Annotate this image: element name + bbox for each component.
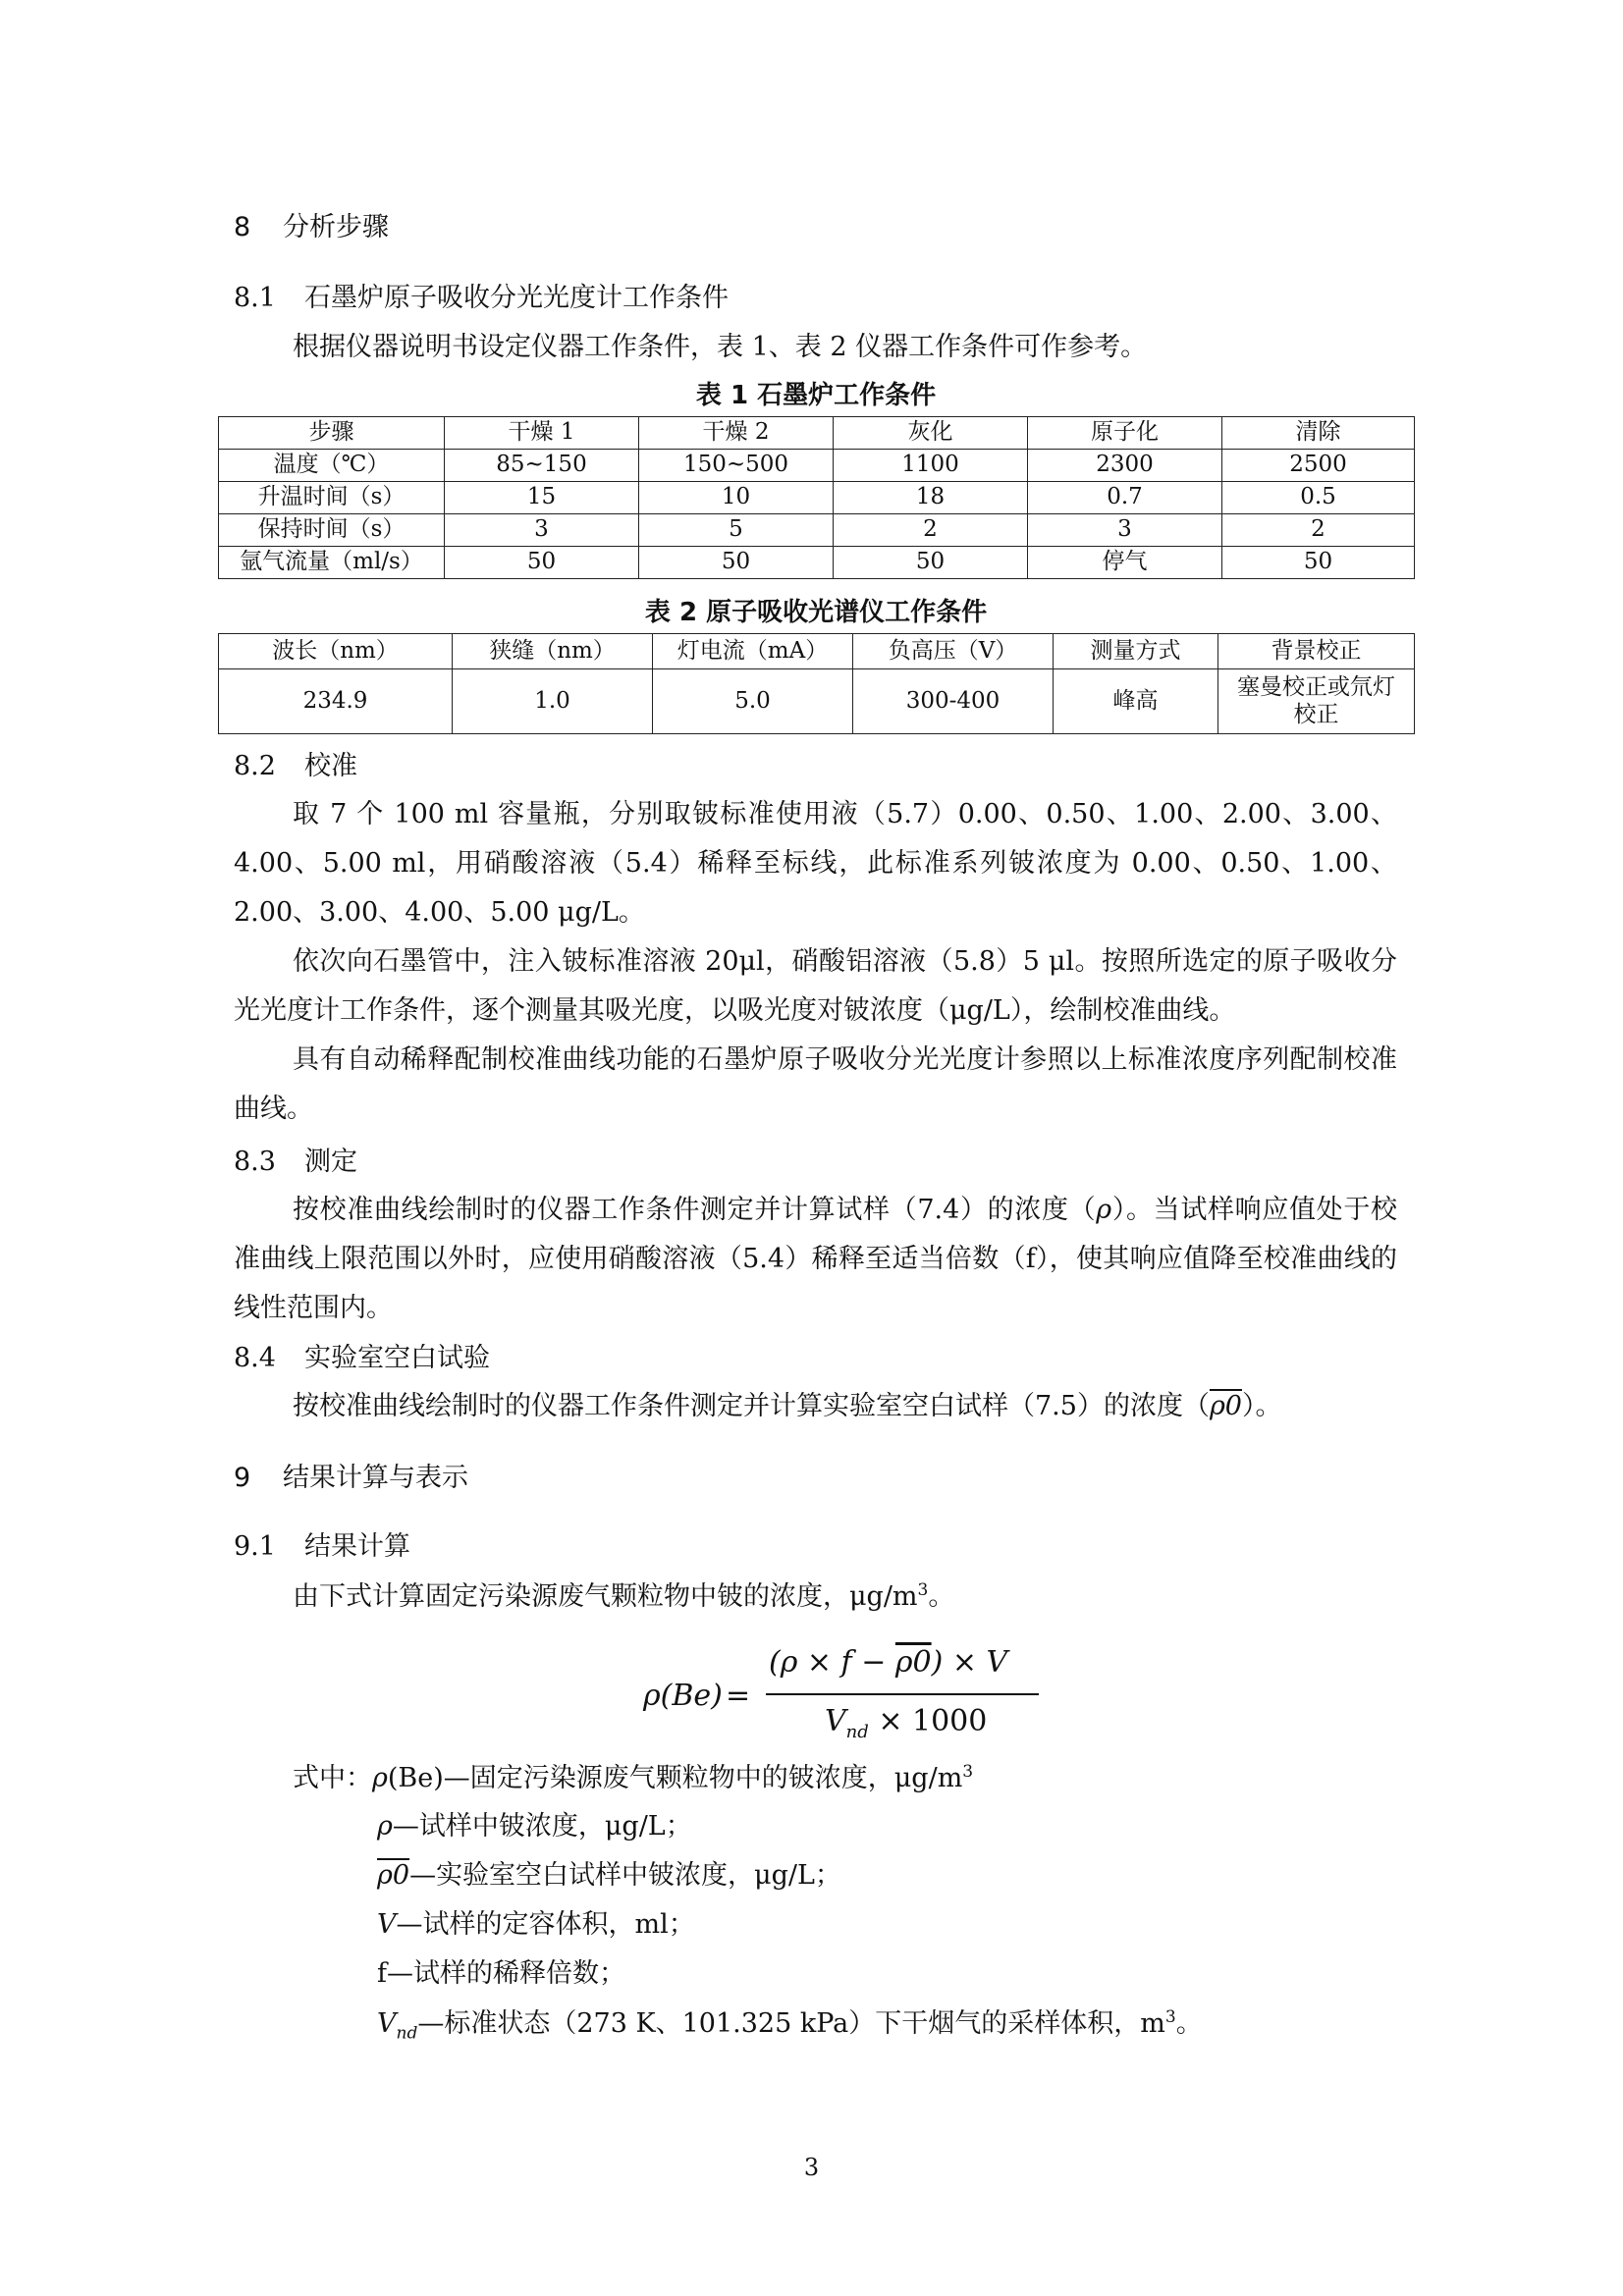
section-8-1-heading xyxy=(234,285,729,311)
table-cell: 停气 xyxy=(1028,547,1222,579)
paragraph xyxy=(234,1382,1397,1431)
symbol: V xyxy=(377,2008,397,2039)
paragraph: 具有自动稀释配制校准曲线功能的石墨炉原子吸收分光光度计参照以上标准浓度序列配制校准曲线。 xyxy=(234,1044,1397,1124)
table-cell: 0.7 xyxy=(1028,482,1222,514)
section-9-heading xyxy=(234,1465,468,1491)
table-cell: 5.0 xyxy=(653,669,853,734)
text-run: ）。当试样响应值处于校准曲线上限范围以外时，应使用硝酸溶液（5.4）稀释至适当倍数（f），使其响应值降至校准曲线的线性范围内。 xyxy=(234,1195,1397,1323)
text-run: 。 xyxy=(928,1581,955,1612)
table-cell: 步骤 xyxy=(219,417,445,450)
section-number: 8.4 xyxy=(234,1343,276,1373)
superscript: 3 xyxy=(962,1762,974,1782)
table-header-cell: 负高压（V） xyxy=(853,634,1054,669)
section-title: 结果计算 xyxy=(304,1531,410,1562)
section-number: 8 xyxy=(234,212,251,242)
symbol-rho-blank: ρ0 xyxy=(1209,1391,1242,1421)
table-cell: 15 xyxy=(445,482,639,514)
table-row xyxy=(219,482,1415,514)
table-cell: 85~150 xyxy=(445,450,639,482)
table-cell: 50 xyxy=(639,547,834,579)
table-cell: 干燥 2 xyxy=(639,417,834,450)
text-run: —实验室空白试样中铍浓度，μg/L； xyxy=(409,1860,841,1891)
symbol: ρ0 xyxy=(377,1860,410,1891)
text-run: (ρ × f − xyxy=(769,1645,895,1680)
section-number: 9 xyxy=(234,1463,251,1493)
symbol: f xyxy=(377,1958,387,1989)
subscript: nd xyxy=(845,1722,869,1742)
table-cell: 峰高 xyxy=(1054,669,1218,734)
section-title: 校准 xyxy=(304,751,357,781)
symbol: V xyxy=(377,1909,397,1940)
table-header-cell: 波长（nm） xyxy=(219,634,453,669)
paragraph xyxy=(293,1582,954,1610)
definition-line xyxy=(377,1911,695,1938)
text-run: 按校准曲线绘制时的仪器工作条件测定并计算试样（7.4）的浓度（ xyxy=(293,1195,1097,1225)
text-run: 式中： xyxy=(293,1763,372,1793)
section-number: 8.2 xyxy=(234,751,276,781)
text-run: —标准状态（273 K、101.325 kPa）下干烟气的采样体积，m xyxy=(417,2008,1165,2039)
table-cell: 1.0 xyxy=(453,669,653,734)
table-cell: 50 xyxy=(1222,547,1415,579)
text-run: (Be)—固定污染源废气颗粒物中的铍浓度，μg/m xyxy=(387,1763,963,1793)
formula-denominator xyxy=(825,1704,987,1742)
section-title: 实验室空白试验 xyxy=(304,1343,490,1373)
table-header-cell: 背景校正 xyxy=(1218,634,1415,669)
table-cell: 1100 xyxy=(834,450,1028,482)
table-cell: 温度（℃） xyxy=(219,450,445,482)
symbol: ρ xyxy=(377,1811,393,1842)
formula-equals: = xyxy=(726,1679,751,1713)
table-cell: 原子化 xyxy=(1028,417,1222,450)
table-row xyxy=(219,450,1415,482)
definition-line xyxy=(377,1960,625,1987)
section-title: 分析步骤 xyxy=(283,212,389,242)
text-run: —试样中铍浓度，μg/L； xyxy=(392,1811,692,1842)
superscript: 3 xyxy=(1164,2007,1176,2027)
text-run: 由下式计算固定污染源废气颗粒物中铍的浓度，μg/m xyxy=(293,1581,918,1612)
table-cell: 2 xyxy=(1222,514,1415,547)
table-cell: 3 xyxy=(445,514,639,547)
table-row xyxy=(219,417,1415,450)
table-1 xyxy=(218,416,1415,579)
table-cell: 灰化 xyxy=(834,417,1028,450)
table-cell: 塞曼校正或氘灯校正 xyxy=(1218,669,1415,734)
concentration-formula xyxy=(643,1639,1055,1747)
table-cell: 18 xyxy=(834,482,1028,514)
text-run: —试样的稀释倍数； xyxy=(387,1958,625,1989)
section-title: 结果计算与表示 xyxy=(283,1463,468,1493)
page-number: 3 xyxy=(803,2154,820,2181)
table-cell: 升温时间（s） xyxy=(219,482,445,514)
table-cell: 50 xyxy=(834,547,1028,579)
section-8-4-heading xyxy=(234,1345,490,1371)
text-run: —试样的定容体积，ml； xyxy=(396,1909,695,1940)
formula-numerator xyxy=(769,1645,1007,1680)
text-run: ）。 xyxy=(1242,1391,1282,1421)
table-1-caption: 表 1 石墨炉工作条件 xyxy=(695,381,937,410)
table-cell: 2 xyxy=(834,514,1028,547)
subscript: nd xyxy=(396,2023,418,2044)
section-8-3-heading xyxy=(234,1148,357,1175)
fraction-bar xyxy=(766,1693,1039,1695)
table-cell: 10 xyxy=(639,482,834,514)
table-2-caption: 表 2 原子吸收光谱仪工作条件 xyxy=(644,598,988,627)
table-cell: 300-400 xyxy=(853,669,1054,734)
table-header-row xyxy=(219,634,1415,669)
table-header-cell: 灯电流（mA） xyxy=(653,634,853,669)
definition-line xyxy=(377,1862,841,1889)
table-cell: 2300 xyxy=(1028,450,1222,482)
section-9-1-heading xyxy=(234,1533,410,1560)
symbol: ρ xyxy=(372,1763,388,1793)
table-cell: 50 xyxy=(445,547,639,579)
table-cell: 3 xyxy=(1028,514,1222,547)
table-cell: 234.9 xyxy=(219,669,453,734)
section-number: 8.3 xyxy=(234,1147,276,1177)
text-run: 按校准曲线绘制时的仪器工作条件测定并计算实验室空白试样（7.5）的浓度（ xyxy=(293,1391,1210,1421)
section-title: 石墨炉原子吸收分光光度计工作条件 xyxy=(304,283,729,313)
formula-lhs: ρ(Be) xyxy=(643,1679,723,1713)
paragraph: 根据仪器说明书设定仪器工作条件，表 1、表 2 仪器工作条件可作参考。 xyxy=(293,332,1148,362)
text-run: V xyxy=(825,1704,846,1738)
table-2 xyxy=(218,633,1415,734)
table-row xyxy=(219,547,1415,579)
section-title: 测定 xyxy=(304,1147,357,1177)
table-cell: 清除 xyxy=(1222,417,1415,450)
paragraph: 取 7 个 100 ml 容量瓶，分别取铍标准使用液（5.7）0.00、0.50、1.00、2.00、3.00、4.00、5.00 ml，用硝酸溶液（5.4）稀释至标线，此标准系列铍浓度为 0.00、0.50、1.00、2.00、3.00、4.00、5.00 μg/L。 xyxy=(234,799,1397,928)
table-header-cell: 测量方式 xyxy=(1054,634,1218,669)
table-row xyxy=(219,669,1415,734)
table-cell: 2500 xyxy=(1222,450,1415,482)
table-cell: 干燥 1 xyxy=(445,417,639,450)
text-run: × 1000 xyxy=(868,1704,988,1738)
text-run: ) × V xyxy=(931,1645,1008,1680)
definition-line xyxy=(377,1813,692,1840)
definition-line xyxy=(293,1764,973,1791)
section-8-2-heading xyxy=(234,753,357,779)
paragraph xyxy=(234,1186,1397,1333)
symbol-rho: ρ xyxy=(1096,1195,1112,1225)
table-header-cell: 狭缝（nm） xyxy=(453,634,653,669)
superscript: 3 xyxy=(917,1580,929,1600)
definition-line xyxy=(377,2009,1203,2042)
paragraph: 依次向石墨管中，注入铍标准溶液 20μl，硝酸铝溶液（5.8）5 μl。按照所选定的原子吸收分光光度计工作条件，逐个测量其吸光度，以吸光度对铍浓度（μg/L），绘制校准曲线。 xyxy=(234,946,1397,1026)
table-cell: 0.5 xyxy=(1222,482,1415,514)
table-cell: 150~500 xyxy=(639,450,834,482)
table-cell: 5 xyxy=(639,514,834,547)
table-cell: 氩气流量（ml/s） xyxy=(219,547,445,579)
symbol-rho-blank: ρ0 xyxy=(894,1645,932,1680)
section-number: 9.1 xyxy=(234,1531,276,1562)
section-number: 8.1 xyxy=(234,283,276,313)
text-run: 。 xyxy=(1175,2008,1203,2039)
table-cell: 保持时间（s） xyxy=(219,514,445,547)
section-8-heading xyxy=(234,214,389,240)
table-row xyxy=(219,514,1415,547)
